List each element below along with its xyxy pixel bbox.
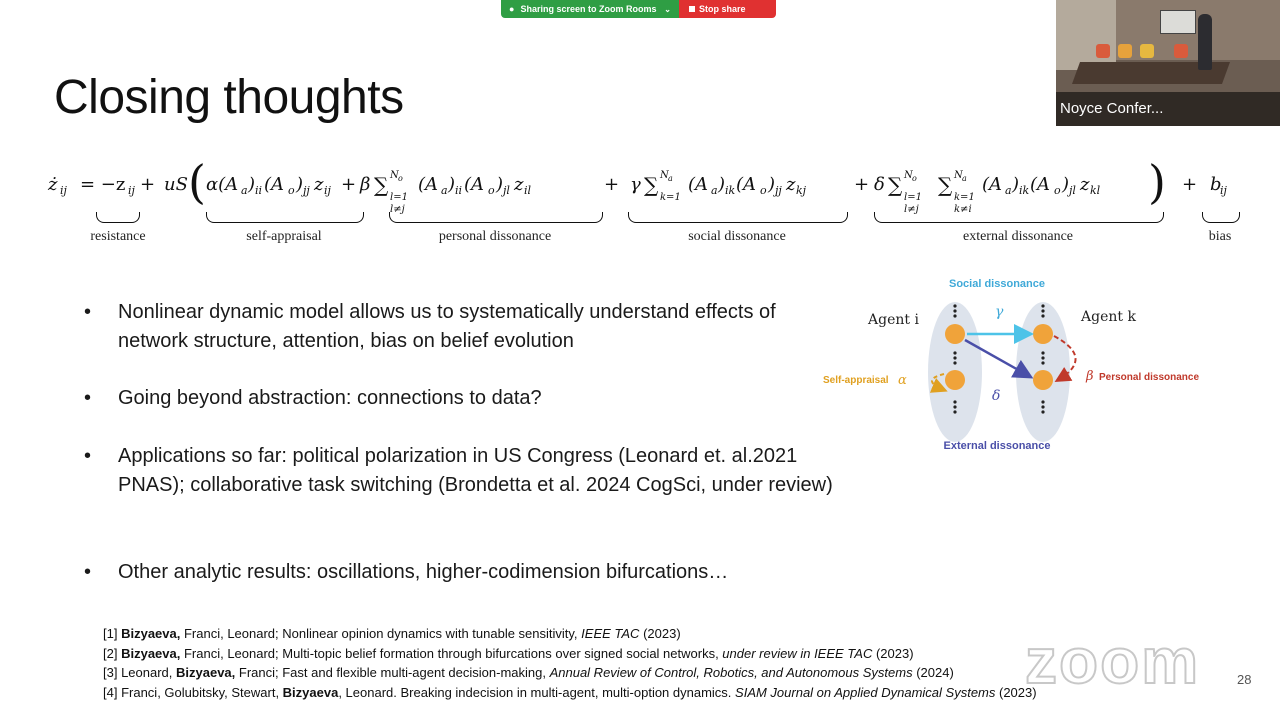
chevron-down-icon[interactable]: ⌄ — [664, 4, 671, 14]
svg-text:a: a — [241, 184, 248, 197]
node-zkj — [1033, 324, 1053, 344]
svg-text:a: a — [1005, 184, 1012, 197]
reference-item — [103, 683, 1037, 703]
svg-text:): ) — [496, 174, 504, 195]
svg-text:): ) — [718, 174, 726, 195]
svg-text:a: a — [962, 174, 967, 183]
reference-number: [2] — [103, 645, 118, 661]
node-zij — [945, 324, 965, 344]
video-window — [1056, 0, 1116, 70]
stop-icon — [689, 6, 695, 12]
reference-year: (2024) — [912, 665, 954, 680]
svg-text:α(A: α(A — [206, 174, 239, 195]
svg-text:(A: (A — [982, 174, 1003, 195]
brace-bias — [1202, 212, 1240, 223]
label-bias: bias — [1208, 229, 1232, 244]
reference-year: (2023) — [639, 626, 681, 641]
video-chair — [1118, 44, 1132, 58]
video-chair — [1174, 44, 1188, 58]
svg-text:ij: ij — [60, 184, 67, 197]
svg-text:N: N — [390, 170, 399, 181]
personal-dissonance-label: Personal dissonance — [1099, 372, 1200, 383]
svg-text:(A: (A — [464, 174, 485, 195]
equation-svg — [48, 155, 1248, 220]
svg-text:l≠j: l≠j — [390, 204, 405, 215]
video-projector-screen — [1160, 10, 1196, 34]
brace-personal-dissonance — [389, 212, 603, 223]
bullet-dot: • — [84, 445, 92, 467]
svg-text:z: z — [514, 174, 524, 195]
page-number: 28 — [1237, 672, 1252, 687]
svg-text:z: z — [1080, 174, 1090, 195]
participant-name: Noyce Confer... — [1056, 92, 1280, 126]
svg-text:uS: uS — [164, 174, 188, 195]
reference-text: Franci; Fast and flexible multi-agent decision-making, — [235, 665, 550, 680]
svg-text:l=1: l=1 — [904, 192, 922, 203]
svg-text:o: o — [760, 184, 767, 197]
bullet-item — [80, 558, 850, 587]
video-chair — [1096, 44, 1110, 58]
bullet-dot: • — [84, 301, 92, 323]
svg-text:il: il — [524, 184, 532, 197]
dissonance-diagram — [820, 274, 1220, 464]
sharing-status-button[interactable] — [501, 0, 679, 18]
bullet-dot: • — [84, 387, 92, 409]
video-chair — [1140, 44, 1154, 58]
svg-text:ii: ii — [255, 184, 263, 197]
reference-author-bold: Bizyaeva — [282, 684, 339, 700]
svg-text:+: + — [1182, 174, 1198, 195]
slide-title: Closing thoughts — [54, 71, 404, 124]
bullet-item — [80, 298, 850, 356]
svg-text:ik: ik — [1019, 184, 1030, 197]
reference-number: [3] — [103, 665, 118, 680]
svg-text:ii: ii — [455, 184, 463, 197]
svg-text:δ: δ — [874, 174, 885, 195]
brace-resistance — [96, 212, 140, 223]
label-personal-dissonance: personal dissonance — [438, 229, 552, 244]
svg-text:(A: (A — [736, 174, 757, 195]
svg-text:∑: ∑ — [644, 173, 659, 197]
reference-author-bold: Bizyaeva, — [176, 665, 236, 680]
svg-text:jl: jl — [1069, 184, 1076, 197]
svg-text:N: N — [660, 170, 669, 181]
label-self-appraisal: self-appraisal — [246, 229, 322, 244]
svg-text:jj: jj — [775, 184, 782, 197]
svg-text:= −z: = −z — [80, 174, 126, 195]
svg-text:): ) — [1012, 174, 1020, 195]
svg-text:(A: (A — [1030, 174, 1051, 195]
bullet-item — [80, 442, 850, 500]
svg-text:k≠i: k≠i — [954, 204, 972, 215]
label-external-dissonance: external dissonance — [962, 229, 1073, 244]
participant-video[interactable] — [1056, 0, 1280, 126]
label-resistance: resistance — [90, 229, 146, 244]
beta-symbol: β — [1086, 369, 1094, 384]
reference-text: Leonard, — [117, 665, 177, 680]
reference-year: (2023) — [995, 684, 1037, 700]
brace-self-appraisal — [206, 212, 364, 223]
svg-text:a: a — [668, 174, 673, 183]
svg-text:ż: ż — [48, 174, 58, 195]
svg-text:+: + — [140, 174, 156, 195]
diagram-svg — [820, 274, 1220, 464]
reference-text: , Leonard. Breaking indecision in multi-agent, multi-option dynamics. — [338, 684, 736, 700]
svg-text:a: a — [711, 184, 718, 197]
node-zkl — [1033, 370, 1053, 390]
reference-item — [103, 624, 1037, 644]
reference-number: [4] — [103, 684, 118, 700]
reference-item — [103, 644, 1037, 664]
svg-text:∑: ∑ — [938, 173, 953, 197]
bullet-dot: • — [84, 561, 92, 583]
svg-text:+: + — [341, 174, 357, 195]
svg-text:β: β — [360, 174, 371, 195]
social-dissonance-label: Social dissonance — [949, 278, 1045, 290]
svg-text:a: a — [441, 184, 448, 197]
svg-text:ij: ij — [1220, 184, 1227, 197]
svg-text:ij: ij — [128, 184, 135, 197]
bullet-text: Going beyond abstraction: connections to data? — [118, 387, 542, 409]
svg-text:): ) — [1148, 155, 1166, 209]
svg-text:): ) — [448, 174, 456, 195]
reference-number: [1] — [103, 626, 118, 641]
agent-k-label: Agent k — [1081, 309, 1136, 325]
svg-text:jl: jl — [503, 184, 510, 197]
self-appraisal-label: Self-appraisal — [823, 375, 889, 386]
svg-text:(A: (A — [418, 174, 439, 195]
reference-venue: SIAM Journal on Applied Dynamical Systems — [735, 684, 996, 700]
reference-author-bold: Bizyaeva, — [121, 626, 181, 641]
svg-text:z: z — [314, 174, 324, 195]
svg-text:ij: ij — [324, 184, 331, 197]
svg-text:+: + — [604, 174, 620, 195]
sharing-status-label: Sharing screen to Zoom Rooms — [520, 4, 657, 14]
svg-text:jj: jj — [303, 184, 310, 197]
bullet-text: Other analytic results: oscillations, higher-codimension bifurcations… — [118, 561, 729, 583]
brace-external-dissonance — [874, 212, 1164, 223]
svg-text:): ) — [1062, 174, 1070, 195]
svg-text:+: + — [854, 174, 870, 195]
references — [103, 624, 1037, 702]
svg-text:k=1: k=1 — [660, 192, 681, 203]
reference-text: Franci, Leonard; Nonlinear opinion dynamics with tunable sensitivity, — [180, 626, 582, 641]
external-dissonance-label: External dissonance — [943, 440, 1051, 452]
bullet-text: Applications so far: political polarization in US Congress (Leonard et. al.2021 PNAS); collaborative task switching (Brondetta et al. 2024 CogSci, under review) — [118, 445, 833, 496]
svg-text:): ) — [296, 174, 304, 195]
svg-text:o: o — [912, 174, 917, 183]
svg-text:o: o — [398, 174, 403, 183]
svg-text:N: N — [904, 170, 913, 181]
svg-text:N: N — [954, 170, 963, 181]
stop-share-button[interactable] — [679, 0, 776, 18]
reference-author-bold: Bizyaeva, — [121, 645, 181, 661]
svg-text:z: z — [786, 174, 796, 195]
reference-venue: under review in IEEE TAC — [722, 645, 873, 661]
svg-text:kl: kl — [1090, 184, 1101, 197]
reference-venue: IEEE TAC — [581, 626, 640, 641]
delta-symbol: δ — [992, 388, 1001, 404]
gamma-symbol: γ — [995, 304, 1004, 320]
reference-item — [103, 663, 1037, 683]
label-social-dissonance: social dissonance — [688, 229, 786, 244]
reference-year: (2023) — [872, 645, 914, 661]
reference-text: Franci, Leonard; Multi-topic belief formation through bifurcations over signed social networks, — [180, 645, 723, 661]
svg-text:o: o — [288, 184, 295, 197]
speaker-icon: ● — [509, 4, 515, 14]
svg-text:γ: γ — [630, 174, 641, 195]
video-presenter — [1198, 14, 1212, 70]
brace-social-dissonance — [628, 212, 848, 223]
svg-text:(A: (A — [264, 174, 285, 195]
svg-text:l=1: l=1 — [390, 192, 408, 203]
stop-share-label: Stop share — [699, 4, 746, 14]
reference-text: Franci, Golubitsky, Stewart, — [117, 684, 283, 700]
bullet-text: Nonlinear dynamic model allows us to systematically understand effects of network structure, attention, bias on belief evolution — [118, 301, 776, 352]
svg-text:): ) — [768, 174, 776, 195]
svg-text:kj: kj — [796, 184, 807, 197]
svg-text:∑: ∑ — [888, 173, 903, 197]
node-zil — [945, 370, 965, 390]
alpha-symbol: α — [898, 373, 907, 388]
svg-text:o: o — [1054, 184, 1061, 197]
svg-text:∑: ∑ — [374, 173, 389, 197]
svg-text:o: o — [488, 184, 495, 197]
svg-text:(A: (A — [688, 174, 709, 195]
svg-text:k=1: k=1 — [954, 192, 975, 203]
bullet-item — [80, 384, 850, 413]
agent-i-label: Agent i — [868, 312, 919, 328]
reference-venue: Annual Review of Control, Robotics, and Autonomous Systems — [549, 665, 913, 680]
svg-text:ik: ik — [725, 184, 736, 197]
zoom-watermark: zoom — [1025, 625, 1201, 697]
svg-text:(: ( — [188, 155, 206, 209]
svg-text:b: b — [1210, 174, 1222, 195]
svg-text:l≠j: l≠j — [904, 204, 919, 215]
svg-text:): ) — [248, 174, 256, 195]
zoom-share-bar — [501, 0, 776, 18]
